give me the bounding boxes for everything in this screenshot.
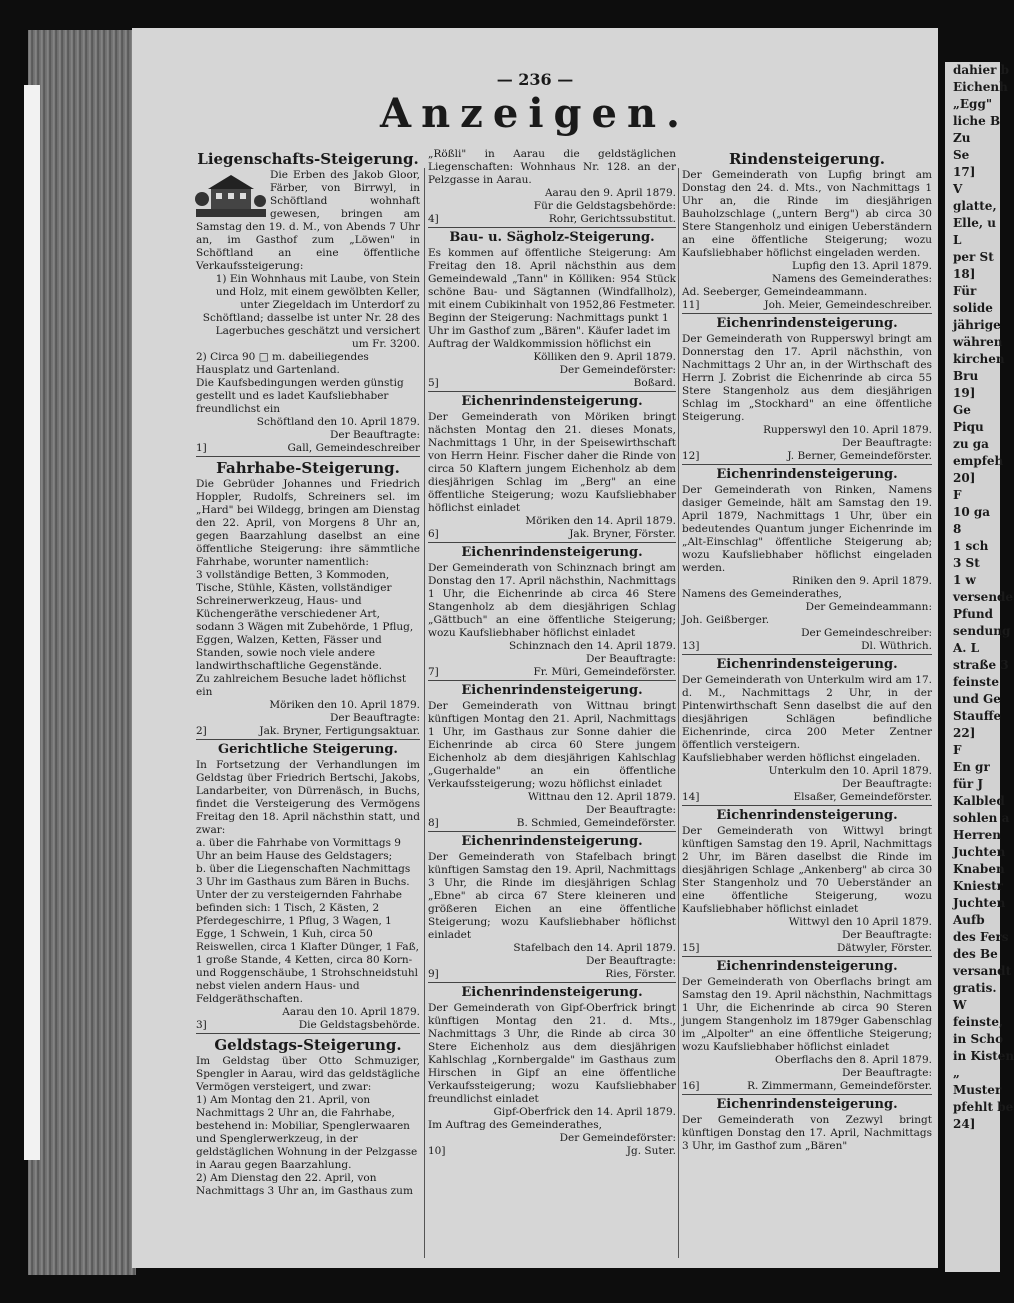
ad-number: 8]: [428, 817, 439, 829]
next-page-text: 20]: [953, 471, 976, 485]
next-page-text: 1 w: [953, 573, 976, 587]
adjacent-page-fragment: [945, 62, 1014, 1272]
ad-number: 11]: [682, 299, 700, 311]
ad-line: Beginn der Steigerung: Nachmittags punkt 1 Uhr im Gasthof zum „Bären". Käufer ladet im Auftrag der Waldkommission höflichst ein: [428, 312, 671, 350]
ad-line: Wittwyl den 10 April 1879.: [788, 916, 932, 928]
next-page-text: Knaben: [953, 862, 1005, 876]
next-page-text: Juchten: [953, 845, 1006, 859]
column-divider: [678, 168, 679, 1258]
next-page-text: A. L: [953, 641, 980, 655]
ad-body: Der Gemeinderath von Oberflachs bringt am Samstag den 19. April nächsthin, Nachmittags 1 Uhr, die Eichenrinde ab circa 90 Steren jungem Stangenholz im 1879ger Gabenschlag im „Alpolter" an eine öffentliche Steigerung; wozu Kaufsliebhaber höflichst einladet: [682, 976, 932, 1053]
next-page-text: 19]: [953, 386, 976, 400]
book-page-edges: [28, 30, 136, 1275]
advertisement: [428, 683, 676, 832]
ad-title: Eichenrindensteigerung.: [461, 394, 643, 409]
ad-number: 9]: [428, 968, 439, 980]
ad-line: Der Gemeindeammann:: [805, 601, 932, 613]
next-page-text: Aufb: [953, 913, 985, 927]
ad-signature: Gall, Gemeindeschreiber: [287, 442, 420, 454]
ad-line: Rupperswyl den 10. April 1879.: [763, 424, 932, 436]
next-page-text: 1 sch: [953, 539, 989, 553]
advertisement: [682, 150, 932, 314]
next-page-text: V: [953, 182, 963, 196]
ad-line: Der Beauftragte:: [329, 429, 420, 441]
ad-number: 5]: [428, 377, 439, 389]
ad-title: Gerichtliche Steigerung.: [218, 742, 398, 757]
next-page-text: Elle, u: [953, 216, 996, 230]
newspaper-page: [132, 28, 938, 1268]
ad-line: Der Beauftragte:: [585, 653, 676, 665]
ad-line: Joh. Geißberger.: [682, 614, 770, 626]
ad-signature: Boßard.: [633, 377, 676, 389]
ad-title: Rindensteigerung.: [728, 150, 886, 168]
ad-signature: Elsaßer, Gemeindeförster.: [793, 791, 932, 803]
ad-number: 10]: [428, 1145, 446, 1157]
next-page-text: „Egg": [953, 97, 993, 111]
ad-line: Der Gemeindeschreiber:: [801, 627, 932, 639]
ad-line: Ad. Seeberger, Gemeindeammann.: [682, 286, 868, 298]
ad-body: Der Gemeinderath von Möriken bringt nächsten Montag den 21. dieses Monats, Nachmittags 1 Uhr, in der Speisewirthschaft von Herrn Heinr. Fischer daher die Rinde von circa 50 Klaftern jungem Eichenholz ab dem diesjährigen Schlag im „Berg" an eine öffentliche Steigerung; wozu Kaufsliebhaber höflichst einladet: [428, 411, 676, 514]
ad-line: Aarau den 10. April 1879.: [282, 1006, 420, 1018]
next-page-text: Piqu: [953, 420, 984, 434]
next-page-text: Se: [953, 148, 970, 162]
next-page-text: glatte,: [953, 199, 997, 213]
ad-line: Möriken den 14. April 1879.: [525, 515, 676, 527]
ad-title: Bau- u. Sägholz-Steigerung.: [449, 230, 655, 245]
ad-body: Der Gemeinderath von Stafelbach bringt künftigen Samstag den 19. April, Nachmittags 3 Uhr, die Rinde im diesjährigen Schlag „Ebne" ab circa 67 Stere kleineren und größeren Eichen an eine öffentliche Steigerung; wozu Kaufsliebhaber höflichst einladet: [428, 851, 676, 941]
ad-line: Für die Geldstagsbehörde:: [533, 200, 676, 212]
column-1: [196, 148, 420, 1258]
ad-number: 6]: [428, 528, 439, 540]
page-number: — 236 —: [496, 70, 574, 89]
ad-footer: [428, 666, 676, 679]
ad-body: Der Gemeinderath von Rupperswyl bringt am Donnerstag den 17. April nächsthin, von Nachmittags 2 Uhr an, in der Wirthschaft des Herrn J. Zobrist die Eichenrinde ab circa 55 Stere Stangenholz aus dem diesjährigen Schlag im „Stockhard" an eine öffentliche Steigerung.: [682, 333, 932, 423]
ad-footer: [196, 442, 420, 455]
ad-body: Der Gemeinderath von Zezwyl bringt künftigen Donstag den 17. April, Nachmittags 3 Uhr, im Gasthof zum „Bären": [682, 1114, 932, 1152]
next-page-text: jährige: [953, 318, 1001, 332]
next-page-text: des Fers: [953, 930, 1009, 944]
next-page-text: dahier b: [953, 63, 1009, 77]
ad-line: Der Beauftragte:: [841, 437, 932, 449]
ad-signature: Jak. Bryner, Fertigungsaktuar.: [259, 725, 420, 737]
next-page-text: Pfund: [953, 607, 994, 621]
next-page-text: L: [953, 233, 962, 247]
next-page-text: Herren: [953, 828, 1001, 842]
ad-title: Eichenrindensteigerung.: [461, 985, 643, 1000]
ad-footer: [682, 640, 932, 653]
ad-signature: Dätwyler, Förster.: [836, 942, 932, 954]
next-page-text: Kniestr: [953, 879, 1003, 893]
ad-signature: J. Berner, Gemeindeförster.: [787, 450, 932, 462]
next-page-text: feinste,: [953, 1015, 1004, 1029]
advertisement: [682, 657, 932, 806]
ad-line: Der Beauftragte:: [841, 778, 932, 790]
ad-body: Der Gemeinderath von Wittwyl bringt künftigen Samstag den 19. April, Nachmittags 2 Uhr, im Bären daselbst die Rinde im diesjährigen Schlage „Ankenberg" ab circa 30 Ster Stangenholz und 70 Ueberständer an eine öffentliche Steigerung, wozu Kaufsliebhaber höflichst einladet: [682, 825, 932, 915]
ad-footer: [682, 942, 932, 955]
ad-body: Der Gemeinderath von Unterkulm wird am 17. d. M., Nachmittags 2 Uhr, in der Pintenwirthschaft Senn daselbst die auf den diesjährigen Schlägen befindliche Eichenrinde, circa 200 Meter Zentner öffentlich versteigern.: [682, 674, 932, 751]
next-page-text: 10 ga: [953, 505, 991, 519]
ad-line: Kaufsliebhaber werden höflichst eingeladen.: [682, 752, 921, 764]
ad-line: Der Beauftragte:: [841, 1067, 932, 1079]
ad-body: Die Gebrüder Johannes und Friedrich Hoppler, Rudolfs, Schreiners sel. im „Hard" bei Wildegg, bringen am Dienstag den 22. April, von Morgens 8 Uhr an, gegen Baarzahlung daselbst an eine öffentliche Steigerung: ihre sämmtliche Fahrhabe, worunter namentlich:: [196, 478, 420, 568]
next-page-text: 3 St: [953, 556, 980, 570]
ad-title: Eichenrindensteigerung.: [461, 834, 643, 849]
ad-line: Der Beauftragte:: [329, 712, 420, 724]
ad-line: Oberflachs den 8. April 1879.: [774, 1054, 932, 1066]
ad-title: Eichenrindensteigerung.: [716, 657, 898, 672]
ad-line: Schinznach den 14. April 1879.: [508, 640, 676, 652]
ad-line: Der Gemeindeförster:: [559, 1132, 676, 1144]
ad-footer: [428, 377, 676, 390]
column-divider: [424, 168, 425, 1258]
ad-body: Der Gemeinderath von Rinken, Namens dasiger Gemeinde, hält am Samstag den 19. April 1879, Nachmittags 1 Uhr, über ein bedeutendes Quantum junger Eichenrinde im „Alt-Einschlag" öffentliche Steigerung ab; wozu Kaufsliebhaber höflichst eingeladen werden.: [682, 484, 932, 574]
next-page-text: 18]: [953, 267, 976, 281]
ad-line: Möriken den 10. April 1879.: [269, 699, 420, 711]
ad-title: Eichenrindensteigerung.: [716, 959, 898, 974]
next-page-text: 22]: [953, 726, 976, 740]
ad-line: 2) Am Dienstag den 22. April, von Nachmittags 3 Uhr an, im Gasthaus zum: [196, 1172, 413, 1197]
ad-signature: R. Zimmermann, Gemeindeförster.: [747, 1080, 932, 1092]
ad-title: Eichenrindensteigerung.: [461, 545, 643, 560]
next-page-text: gratis.: [953, 981, 997, 995]
ad-title: Fahrhabe-Steigerung.: [216, 459, 400, 477]
ad-line: Der Gemeindeförster:: [559, 364, 676, 376]
next-page-text: in Scho: [953, 1032, 1004, 1046]
ad-signature: B. Schmied, Gemeindeförster.: [516, 817, 676, 829]
ad-line: Der Beauftragte:: [585, 804, 676, 816]
ad-footer: [428, 817, 676, 830]
next-page-text: 24]: [953, 1117, 976, 1131]
ad-line: Namens des Gemeinderathes:: [772, 273, 932, 285]
ad-title: Eichenrindensteigerung.: [716, 1097, 898, 1112]
next-page-text: liche B: [953, 114, 1001, 128]
next-page-text: Ge: [953, 403, 971, 417]
ad-footer: [428, 1145, 676, 1158]
ad-footer: [196, 1019, 420, 1032]
ad-body: Der Gemeinderath von Gipf-Oberfrick bringt künftigen Montag den 21. d. Mts., Nachmittags 3 Uhr, die Rinde ab circa 30 Stere Eichenholz aus dem diesjährigen Kahlschlag „Kornbergalde" im Gasthaus zum Hirschen in Gipf an eine öffentliche Verkaufssteigerung; wozu Kaufsliebhaber freundlichst einladet: [428, 1002, 676, 1105]
advertisement: [428, 148, 676, 228]
ad-line: 3 vollständige Betten, 3 Kommoden, Tische, Stühle, Kästen, vollständiger Schreinerwerkzeug, Haus- und Küchengeräthe verschiedener Art, sodann 3 Wägen mit Zubehörde, 1 Pflug, Eggen, Walzen, Ketten, Fässer und Standen, sowie noch viele andere landwirthschaftliche Gegenstände.: [196, 569, 414, 672]
next-page-text: Zu: [953, 131, 971, 145]
ad-number: 14]: [682, 791, 700, 803]
ad-signature: Jak. Bryner, Förster.: [569, 528, 676, 540]
next-page-text: sendung: [953, 624, 1011, 638]
ad-line: Stafelbach den 14. April 1879.: [513, 942, 676, 954]
ad-line: Zu zahlreichem Besuche ladet höflichst ein: [196, 673, 407, 698]
next-page-text: solide: [953, 301, 993, 315]
next-page-text: Stauffe: [953, 709, 1002, 723]
ad-line: 1) Ein Wohnhaus mit Laube, von Stein und Holz, mit einem gewölbten Keller, unter Ziegeldach im Unterdorf zu Schöftland; dasselbe ist unter Nr. 28 des Lagerbuches geschätzt und versichert um Fr. 3200.: [202, 273, 420, 350]
column-2: [428, 148, 676, 1258]
next-page-text: 8: [953, 522, 962, 536]
ad-line: a. über die Fahrhabe von Vormittags 9 Uhr an beim Hause des Geldstagers;: [196, 837, 401, 862]
next-page-text: des Be: [953, 947, 998, 961]
advertisement: [196, 742, 420, 1034]
ad-line: 1) Am Montag den 21. April, von Nachmittags 2 Uhr an, die Fahrhabe, bestehend in: Mobiliar, Spenglerwaaren und Spenglerwerkzeug, in der geldstäglichen Wohnung in der Pelzgasse in Aarau gegen Baarzahlung.: [196, 1094, 418, 1171]
advertisement: [682, 1097, 932, 1154]
ad-number: 3]: [196, 1019, 207, 1031]
next-page-text: sohlen a: [953, 811, 1010, 825]
next-page-text: „: [953, 1066, 960, 1080]
next-page-text: versandt: [953, 964, 1012, 978]
next-page-text: zu ga: [953, 437, 989, 451]
ad-line: Lupfig den 13. April 1879.: [791, 260, 932, 272]
ad-title: Eichenrindensteigerung.: [716, 808, 898, 823]
ad-body: „Rößli" in Aarau die geldstäglichen Liegenschaften: Wohnhaus Nr. 128. an der Pelzgasse in Aarau.: [428, 148, 676, 186]
next-page-text: W: [953, 998, 967, 1012]
advertisement: [196, 1036, 420, 1199]
next-page-text: währen: [953, 335, 1003, 349]
ad-footer: [682, 791, 932, 804]
advertisement: [428, 985, 676, 1159]
ad-line: Kölliken den 9. April 1879.: [533, 351, 676, 363]
next-page-text: Eichenh: [953, 80, 1008, 94]
next-page-text: 17]: [953, 165, 976, 179]
ad-number: 13]: [682, 640, 700, 652]
ad-line: Im Auftrag des Gemeinderathes,: [428, 1119, 602, 1131]
ad-line: Gipf-Oberfrick den 14. April 1879.: [493, 1106, 676, 1118]
ad-line: 2) Circa 90 □ m. dabeiliegendes Hausplatz und Gartenland.: [196, 351, 369, 376]
ad-footer: [428, 213, 676, 226]
page-headline: Anzeigen.: [380, 90, 690, 137]
next-page-text: feinste: [953, 675, 1000, 689]
ad-number: 1]: [196, 442, 207, 454]
ad-number: 2]: [196, 725, 207, 737]
ad-signature: Ries, Förster.: [605, 968, 676, 980]
ad-title: Eichenrindensteigerung.: [716, 316, 898, 331]
ad-body: Der Gemeinderath von Schinznach bringt am Donstag den 17. April nächsthin, Nachmittags 1 Uhr, die Eichenrinde ab circa 46 Stere Stangenholz ab dem diesjährigen Schlag „Gättbuch" an eine öffentliche Steigerung; wozu Kaufsliebhaber höflichst einladet: [428, 562, 676, 639]
next-page-text: pfehlt be: [953, 1100, 1014, 1114]
next-page-text: versende: [953, 590, 1014, 604]
ad-line: Die Kaufsbedingungen werden günstig gestellt und es ladet Kaufsliebhaber freundlichst ein: [196, 377, 404, 415]
next-page-text: in Kisten: [953, 1049, 1014, 1063]
next-page-text: Bru: [953, 369, 979, 383]
advertisement: [682, 316, 932, 465]
ad-line: Der Beauftragte:: [585, 955, 676, 967]
ad-line: Aarau den 9. April 1879.: [544, 187, 676, 199]
advertisement: [196, 150, 420, 457]
ad-footer: [428, 528, 676, 541]
ad-line: Riniken den 9. April 1879.: [792, 575, 932, 587]
ad-body: Der Gemeinderath von Wittnau bringt künftigen Montag den 21. April, Nachmittags 1 Uhr, im Gasthaus zur Sonne dahier die Eichenrinde ab circa 60 Stere jungem Eichenholz ab dem diesjährigen Kahlschlag „Gugerhalde" an ein öffentliche Verkaufssteigerung; wozu höflichst einladet: [428, 700, 676, 790]
ad-footer: [682, 450, 932, 463]
advertisement: [682, 808, 932, 957]
advertisement: [428, 394, 676, 543]
advertisement: [428, 545, 676, 681]
next-page-text: F: [953, 488, 962, 502]
ad-number: 16]: [682, 1080, 700, 1092]
ad-line: Der Beauftragte:: [841, 929, 932, 941]
next-page-text: Für: [953, 284, 977, 298]
ad-title: Geldstags-Steigerung.: [214, 1036, 402, 1054]
next-page-text: Muster: [953, 1083, 1002, 1097]
next-page-text: empfeh: [953, 454, 1004, 468]
ad-title: Liegenschafts-Steigerung.: [197, 150, 419, 168]
ad-signature: Rohr, Gerichtssubstitut.: [548, 213, 676, 225]
ad-number: 15]: [682, 942, 700, 954]
next-page-text: Kalbled: [953, 794, 1005, 808]
next-page-text: straße 3: [953, 658, 1009, 672]
ad-title: Eichenrindensteigerung.: [461, 683, 643, 698]
bookmark-strip: [24, 85, 40, 1160]
advertisement: [682, 467, 932, 655]
ad-body: Es kommen auf öffentliche Steigerung: Am Freitag den 18. April nächsthin aus dem Gemeindewald „Tann" in Kölliken: 954 Stück schöne Bau- und Sägtannen (Windfallholz), mit einem Cubikinhalt von 1952,86 Festmeter.: [428, 247, 676, 311]
ad-signature: Joh. Meier, Gemeindeschreiber.: [764, 299, 932, 311]
ad-signature: Die Geldstagsbehörde.: [298, 1019, 420, 1031]
next-page-text: kirchen: [953, 352, 1005, 366]
ad-footer: [682, 299, 932, 312]
column-3: [682, 148, 932, 1258]
ad-line: Unterkulm den 10. April 1879.: [768, 765, 932, 777]
next-page-text: per St: [953, 250, 994, 264]
advertisement: [196, 459, 420, 740]
next-page-text: En gr: [953, 760, 990, 774]
ad-title: Eichenrindensteigerung.: [716, 467, 898, 482]
ad-number: 4]: [428, 213, 439, 225]
advertisement: [428, 834, 676, 983]
ad-footer: [428, 968, 676, 981]
ad-footer: [196, 725, 420, 738]
ad-body: Die Erben des Jakob Gloor, Färber, von Birrwyl, in Schöftland wohnhaft gewesen, bringen am Samstag den 19. d. M., von Abends 7 Uhr an, im Gasthof zum „Löwen" in Schöftland an eine öffentliche Verkaufssteigerung:: [196, 169, 420, 272]
ad-line: Schöftland den 10. April 1879.: [256, 416, 420, 428]
ad-signature: Dl. Wüthrich.: [861, 640, 932, 652]
ad-number: 12]: [682, 450, 700, 462]
next-page-text: und Ge: [953, 692, 1001, 706]
advertisement: [428, 230, 676, 392]
ad-body: In Fortsetzung der Verhandlungen im Geldstag über Friedrich Bertschi, Jakobs, Landarbeiter, von Dürrenäsch, in Buchs, findet die Versteigerung des Vermögens Freitag den 18. April nächsthin statt, und zwar:: [196, 759, 420, 836]
ad-body: Im Geldstag über Otto Schmuziger, Spengler in Aarau, wird das geldstägliche Vermögen versteigert, und zwar:: [196, 1055, 420, 1093]
house-icon: [196, 169, 266, 217]
next-page-text: Juchten: [953, 896, 1006, 910]
next-page-text: für J: [953, 777, 984, 791]
ad-signature: Fr. Müri, Gemeindeförster.: [533, 666, 676, 678]
next-page-text: F: [953, 743, 962, 757]
ad-line: b. über die Liegenschaften Nachmittags 3 Uhr im Gasthaus zum Bären in Buchs.: [196, 863, 411, 888]
ad-body: Der Gemeinderath von Lupfig bringt am Donstag den 24. d. Mts., von Nachmittags 1 Uhr an, die Rinde im diesjährigen Bauholzschlage („untern Berg") ab circa 30 Stere Stangenholz und einigen Ueberständern an eine öffentliche Steigerung; wozu Kaufsliebhaber höflichst eingeladen werden.: [682, 169, 932, 259]
ad-footer: [682, 1080, 932, 1093]
advertisement: [682, 959, 932, 1095]
ad-signature: Jg. Suter.: [626, 1145, 676, 1157]
ad-line: Namens des Gemeinderathes,: [682, 588, 842, 600]
ad-number: 7]: [428, 666, 439, 678]
ad-line: Wittnau den 12. April 1879.: [527, 791, 676, 803]
ad-line: Unter der zu versteigernden Fahrhabe befinden sich: 1 Tisch, 2 Kästen, 2 Pferdegeschirre, 1 Pflug, 3 Wagen, 1 Egge, 1 Schwein, 1 Kuh, circa 50 Reiswellen, circa 1 Klafter Dünger, 1 Faß, 1 große Stande, 4 Ketten, circa 80 Korn- und Roggenschäube, 1 Strohschneidstuhl nebst vielen andern Haus- und Feldgeräthschaften.: [196, 889, 419, 1005]
